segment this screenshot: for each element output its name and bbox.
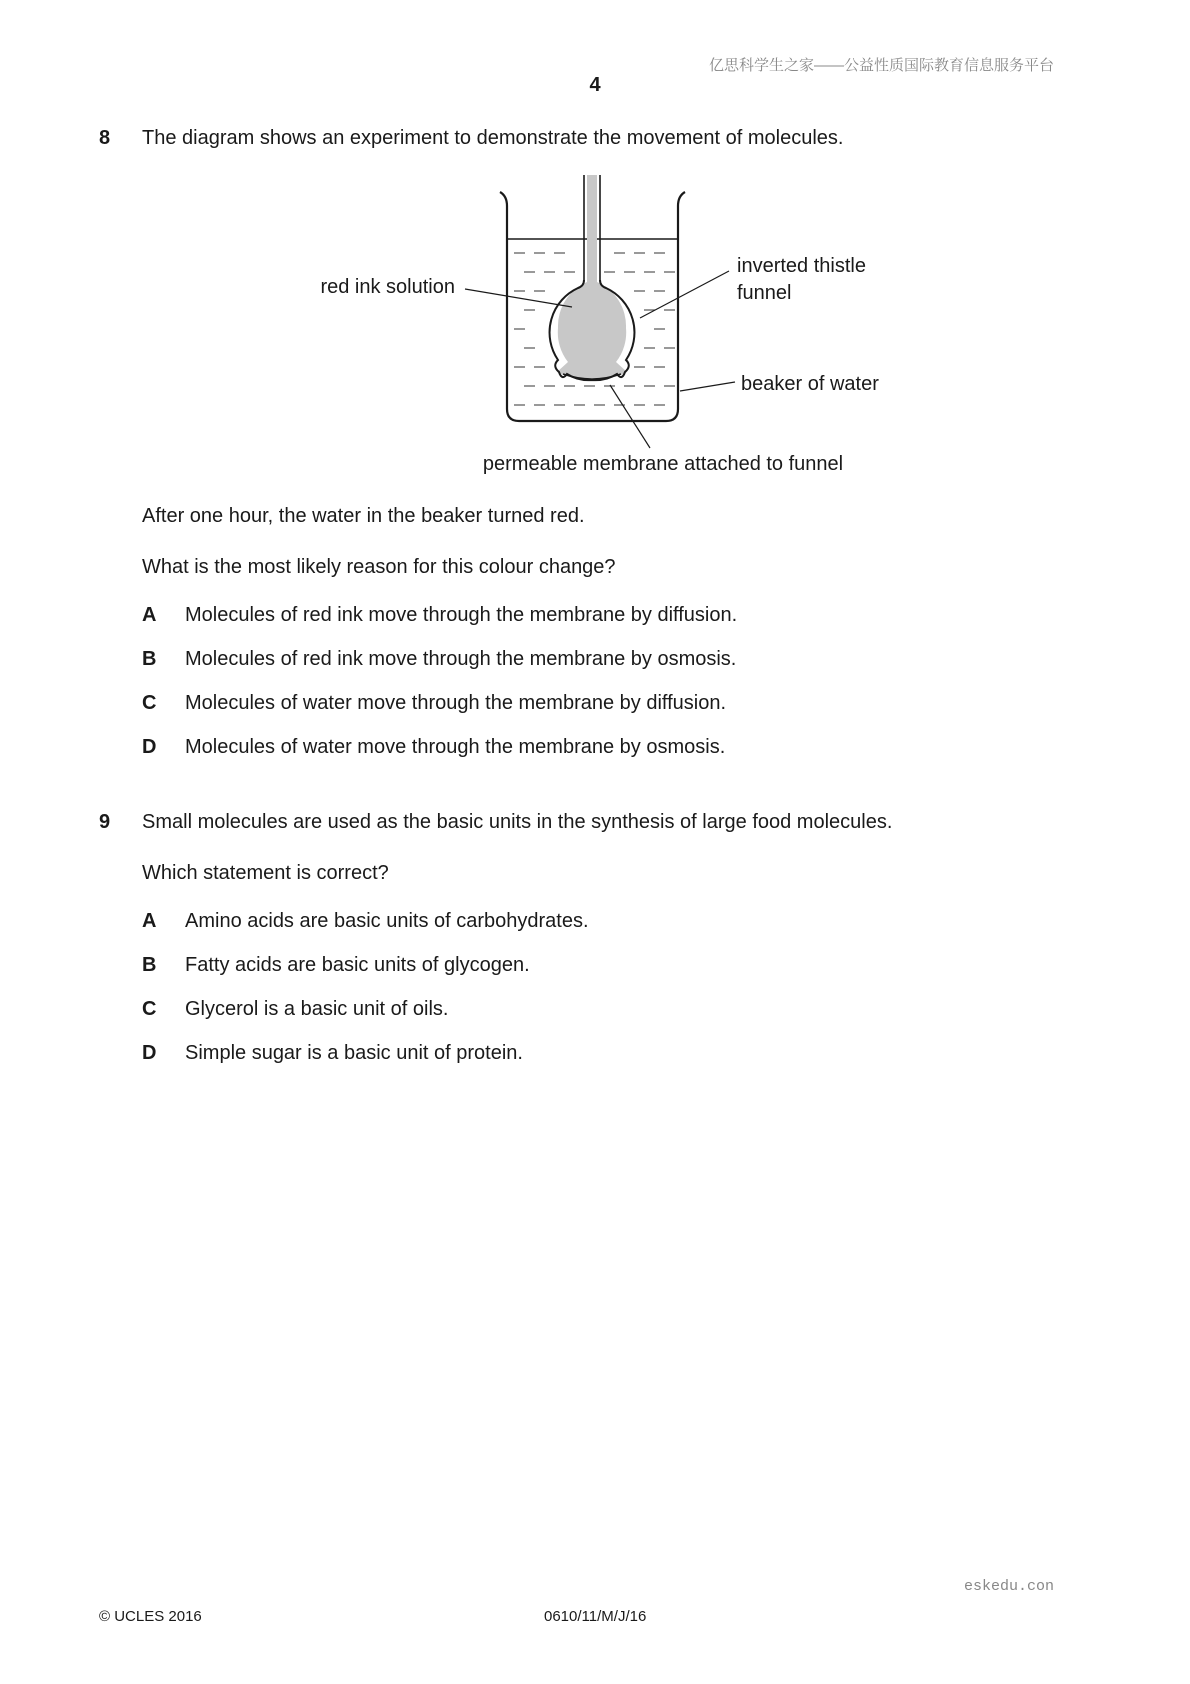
footer-site-watermark: eskedu.con	[963, 1578, 1054, 1595]
label-inverted-thistle: inverted thistle	[737, 255, 866, 277]
leader-membrane	[610, 385, 650, 448]
q8-option-c-letter: C	[142, 692, 157, 714]
q8-option-b-text: Molecules of red ink move through the membrane by osmosis.	[185, 648, 737, 670]
q9-option-d-text: Simple sugar is a basic unit of protein.	[185, 1042, 523, 1064]
label-beaker-of-water: beaker of water	[741, 373, 879, 395]
label-permeable-membrane: permeable membrane attached to funnel	[482, 453, 844, 475]
q8-option-a-text: Molecules of red ink move through the membrane by diffusion.	[185, 604, 738, 626]
osmosis-diffusion-diagram	[0, 0, 1190, 480]
q9-option-a-text: Amino acids are basic units of carbohydrates.	[185, 910, 589, 932]
leader-red-ink	[465, 289, 572, 307]
q8-option-b-letter: B	[142, 648, 157, 670]
q8-option-a-letter: A	[142, 604, 157, 626]
question-9-prompt: Which statement is correct?	[142, 862, 389, 884]
q9-option-d-letter: D	[142, 1042, 157, 1064]
q8-option-d-text: Molecules of water move through the membrane by osmosis.	[185, 736, 726, 758]
thistle-funnel	[557, 175, 627, 378]
q9-option-c-letter: C	[142, 998, 157, 1020]
label-funnel: funnel	[737, 282, 792, 304]
question-8-after-text: After one hour, the water in the beaker turned red.	[142, 505, 585, 527]
question-8-text: The diagram shows an experiment to demonstrate the movement of molecules.	[142, 127, 844, 149]
q9-option-a-letter: A	[142, 910, 157, 932]
question-8-prompt: What is the most likely reason for this colour change?	[142, 556, 616, 578]
label-red-ink-solution: red ink solution	[320, 276, 455, 298]
question-8-number: 8	[99, 127, 111, 149]
footer-copyright: © UCLES 2016	[99, 1608, 202, 1625]
header-watermark: 亿思科学生之家——公益性质国际教育信息服务平台	[708, 57, 1054, 74]
page-number: 4	[589, 74, 601, 96]
question-9-number: 9	[99, 811, 111, 833]
question-9-text: Small molecules are used as the basic units in the synthesis of large food molecules.	[142, 811, 893, 833]
leader-beaker	[680, 382, 735, 391]
q9-option-c-text: Glycerol is a basic unit of oils.	[185, 998, 449, 1020]
q8-option-d-letter: D	[142, 736, 157, 758]
leader-funnel	[640, 271, 729, 318]
footer-paper-code: 0610/11/M/J/16	[544, 1608, 647, 1625]
q8-option-c-text: Molecules of water move through the membrane by diffusion.	[185, 692, 727, 714]
q9-option-b-text: Fatty acids are basic units of glycogen.	[185, 954, 530, 976]
q9-option-b-letter: B	[142, 954, 157, 976]
